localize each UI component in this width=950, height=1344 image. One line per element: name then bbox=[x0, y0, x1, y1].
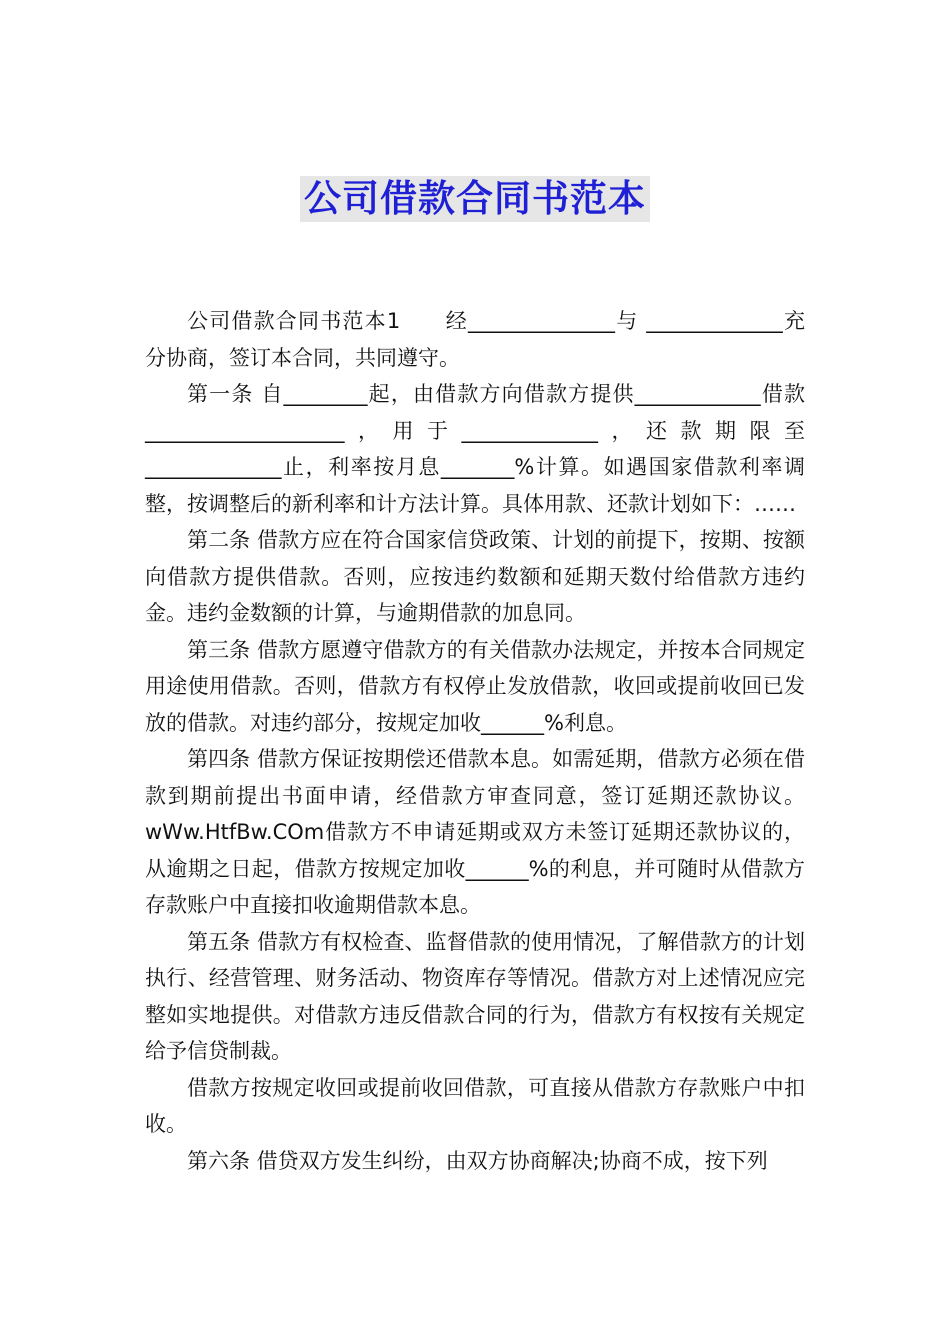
paragraph-article-5: 第五条 借款方有权检查、监督借款的使用情况，了解借款方的计划执行、经营管理、财务活动、物资库存等情况。借款方对上述情况应完整如实地提供。对借款方违反借款合同的行为，借款方有权按有关规定给予信贷制裁。 bbox=[145, 929, 805, 1063]
document-body bbox=[145, 303, 805, 1179]
paragraph-article-5-continued: 借款方按规定收回或提前收回借款，可直接从借款方存款账户中扣收。 bbox=[145, 1075, 805, 1136]
paragraph-article-2: 第二条 借款方应在符合国家信贷政策、计划的前提下，按期、按额向借款方提供借款。否则，应按违约数额和延期天数付给借款方违约金。违约金数额的计算，与逾期借款的加息同。 bbox=[145, 528, 805, 625]
paragraph-intro: 公司借款合同书范本1 经______________与 _____________充分协商，签订本合同，共同遵守。 bbox=[145, 309, 805, 370]
paragraph-article-3: 第三条 借款方愿遵守借款方的有关借款办法规定，并按本合同规定用途使用借款。否则，借款方有权停止发放借款，收回或提前收回已发放的借款。对违约部分，按规定加收______%利息。 bbox=[145, 637, 805, 735]
paragraph-article-6: 第六条 借贷双方发生纠纷，由双方协商解决;协商不成，按下列 bbox=[187, 1148, 768, 1173]
title-container bbox=[0, 176, 950, 222]
paragraph-article-4: 第四条 借款方保证按期偿还借款本息。如需延期，借款方必须在借款到期前提出书面申请，经借款方审查同意，签订延期还款协议。wWw.HtfBw.COm借款方不申请延期或双方未签订延期还款协议的，从逾期之日起，借款方按规定加收______%的利息，并可随时从借款方存款账户中直接扣收逾期借款本息。 bbox=[145, 747, 805, 917]
document-title: 公司借款合同书范本 bbox=[300, 176, 650, 222]
paragraph-article-1: 第一条 自________起，由借款方向借款方提供____________借款___________________，用于_____________，还款期限至_____________止，利率按月息_______%计算。如遇国家借款利率调整，按调整后的新利率和计方法计算。具体用款、还款计划如下：…… bbox=[145, 382, 805, 516]
